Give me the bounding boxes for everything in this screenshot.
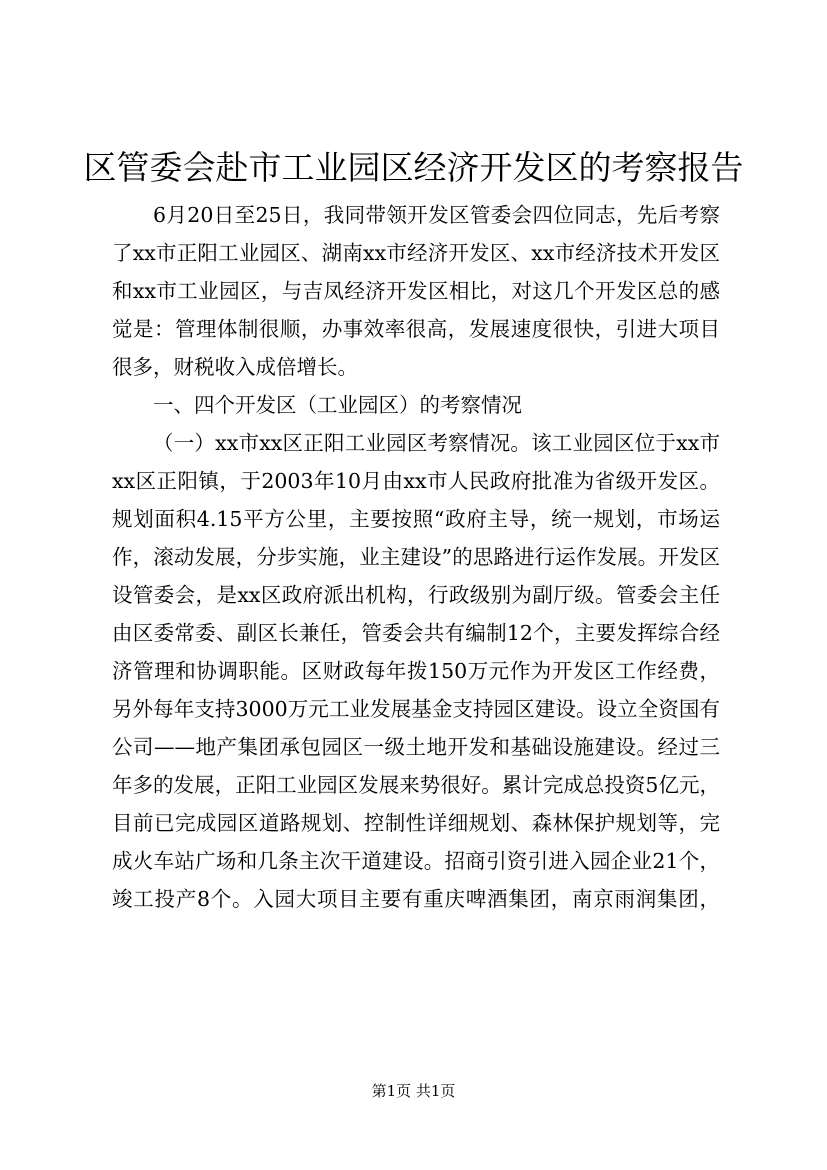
paragraph-zhengyang: （一）xx市xx区正阳工业园区考察情况。该工业园区位于xx市xx区正阳镇，于2003年10月由xx市人民政府批准为省级开发区。规划面积4.15平方公里，主要按照“政府主导，统一规划，市场运作，滚动发展，分步实施，业主建设”的思路进行运作发展。开发区设管委会，是xx区政府派出机构，行政级别为副厅级。管委会主任由区委常委、副区长兼任，管委会共有编制12个，主要发挥综合经济管理和协调职能。区财政每年拨150万元作为开发区工作经费，另外每年支持3000万元工业发展基金支持园区建设。设立全资国有公司——地产集团承包园区一级土地开发和基础设施建设。经过三年多的发展，正阳工业园区发展来势很好。累计完成总投资5亿元，目前已完成园区道路规划、控制性详细规划、森林保护规划等，完成火车站广场和几条主次干道建设。招商引资引进入园企业21个，竣工投产8个。入园大项目主要有重庆啤酒集团，南京雨润集团， [112, 431, 720, 911]
page-footer: 第1页 共1页 [371, 1082, 456, 1100]
section-heading: 一、四个开发区（工业园区）的考察情况 [153, 393, 522, 417]
document-title: 区管委会赴市工业园区经济开发区的考察报告 [83, 148, 744, 187]
paragraph-intro: 6月20日至25日，我同带领开发区管委会四位同志，先后考察了xx市正阳工业园区、湖南xx市经济开发区、xx市经济技术开发区和xx市工业园区，与吉凤经济开发区相比，对这几个开发区总的感觉是：管理体制很顺，办事效率很高，发展速度很快，引进大项目很多，财税收入成倍增长。 [112, 203, 720, 379]
document-body [112, 196, 720, 918]
